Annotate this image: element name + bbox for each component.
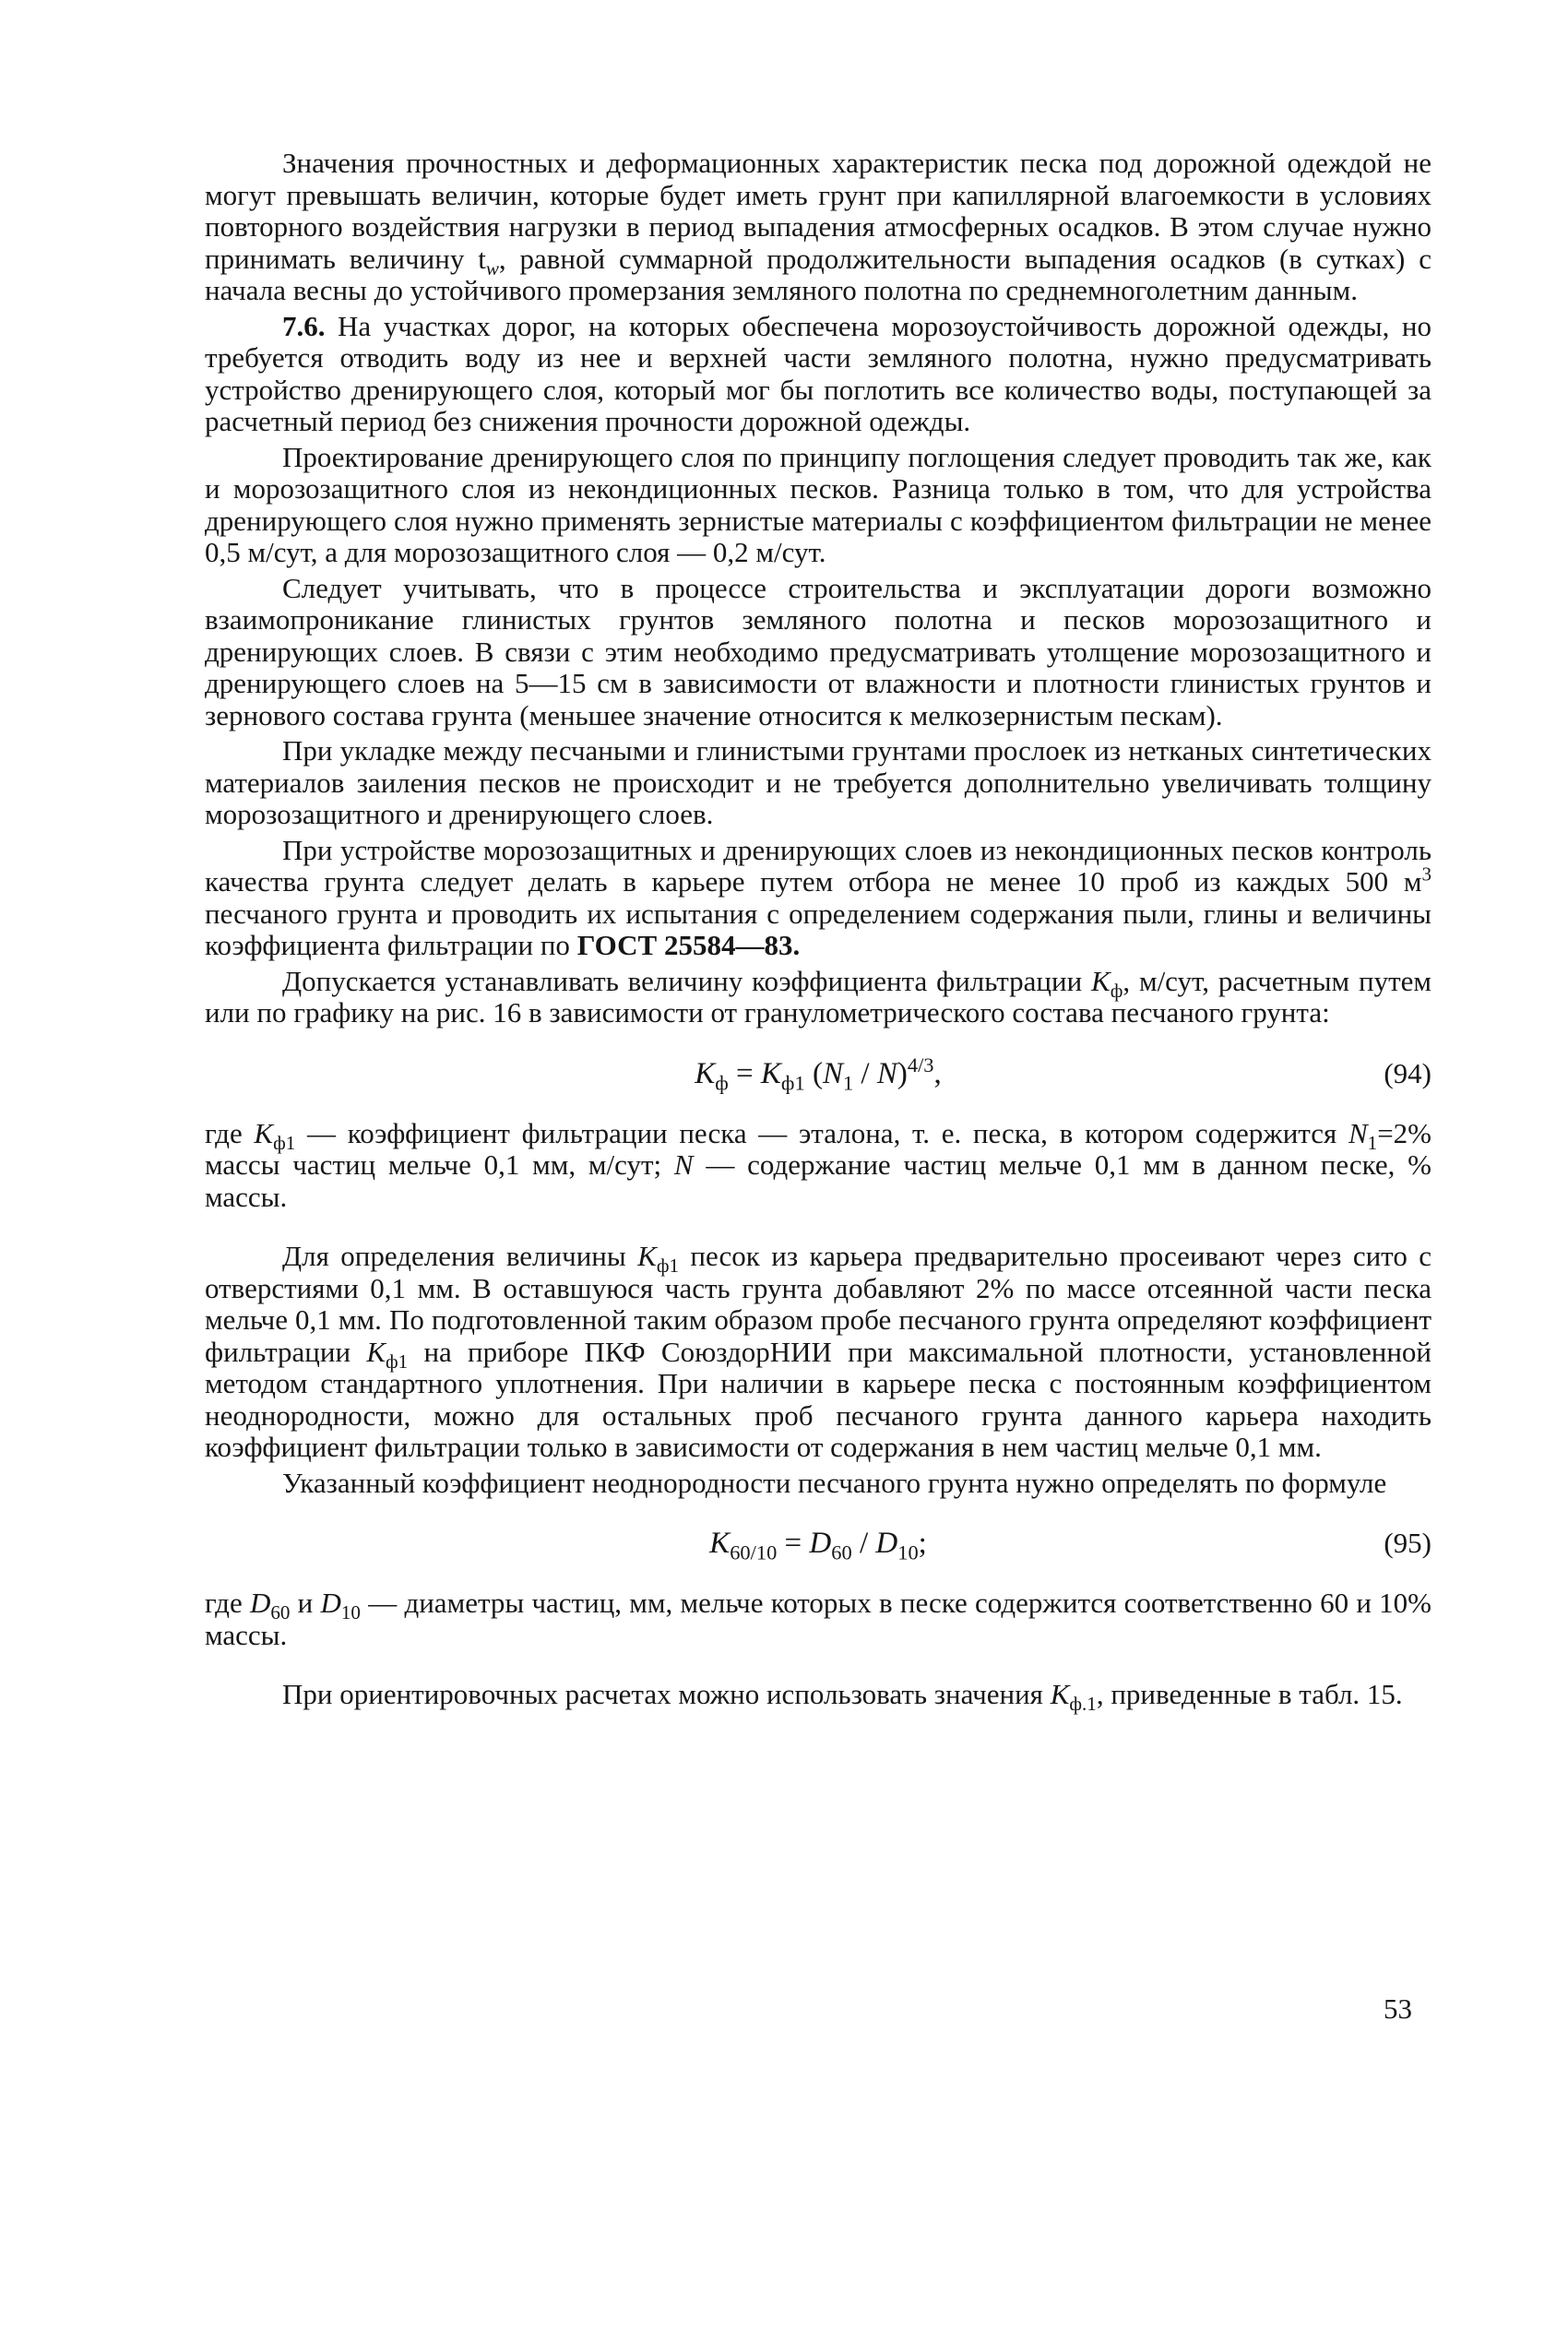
paragraph-text: где <box>205 1587 250 1619</box>
paragraph-drainage-design: Проектирование дренирующего слоя по принципу поглощения следует проводить так же, как и морозозащитного слоя из некондиционных песков. Разница только в том, что для устройства дренирующего слоя нужно применять зернистые материалы с коэффициентом фильтрации не менее 0,5 м/сут, а для морозозащитного слоя — 0,2 м/сут. <box>205 440 1431 568</box>
equation-95-expression <box>205 1527 1431 1564</box>
paragraph-eq94-legend <box>205 1118 1431 1214</box>
eq-subscript: 60/10 <box>730 1540 778 1564</box>
paragraph-text-tail: — содержание частиц мельче 0,1 мм в данном песке, % массы. <box>205 1148 1431 1213</box>
paragraph-filtration-coefficient <box>205 966 1431 1029</box>
subscript-1: 1 <box>1367 1131 1378 1154</box>
eq-equals: = <box>777 1527 810 1560</box>
gost-reference: ГОСТ 25584—83. <box>576 929 801 961</box>
eq-slash: / <box>853 1056 877 1090</box>
eq-symbol-d10: D <box>875 1527 898 1560</box>
paragraph-quality-control <box>205 835 1431 962</box>
paragraph-text: Для определения величины <box>282 1240 638 1272</box>
paragraph-table-reference <box>205 1678 1431 1716</box>
equation-95 <box>205 1510 1431 1576</box>
paragraph-section-7-6 <box>205 311 1431 438</box>
paragraph-text-tail: песчаного грунта и проводить их испытания с определением содержания пыли, глины и величины коэффициента фильтрации по <box>205 897 1431 961</box>
subscript-60: 60 <box>270 1601 291 1624</box>
eq-paren: ( <box>804 1056 823 1090</box>
paragraph-text-tail: , приведенные в табл. 15. <box>1096 1678 1403 1710</box>
superscript-3: 3 <box>1421 862 1431 886</box>
paragraph-text-tail: , равной суммарной продолжительности выпадения осадков (в сутках) с начала весны до устойчивого промерзания земляного полотна по среднемноголетним данным. <box>205 242 1431 306</box>
variable-k: K <box>1091 964 1111 997</box>
paragraph-text: песок из карьера предварительно просеивают через сито с отверстиями 0,1 мм. В оставшуюся часть грунта добавляют 2% по массе отсеянной части песка мельче 0,1 мм. По подготовленной таким образом пробе песчаного грунта определяют коэффициент фильтрации <box>205 1240 1431 1368</box>
eq-symbol-k1: K <box>760 1056 781 1090</box>
paragraph-text: Значения прочностных и деформационных характеристик песка под дорожной одеждой не могут превышать величин, которые будет иметь грунт при капиллярной влагоемкости в условиях повторного воздействия нагрузки в период выпадения атмосферных осадков. В этом случае нужно принимать величину t <box>205 147 1431 275</box>
subscript-f1: ф1 <box>386 1350 409 1373</box>
paragraph-text: На участках дорог, на которых обеспечена морозоустойчивость дорожной одежды, но требуется отводить воду из нее и верхней части земляного полотна, нужно предусматривать устройство дренирующего слоя, который мог бы поглотить все количество воды, поступающей за расчетный период без снижения прочности дорожной одежды. <box>205 309 1431 437</box>
eq-semicolon: ; <box>918 1527 927 1560</box>
variable-k: K <box>254 1116 274 1149</box>
eq-paren: ) <box>897 1056 908 1090</box>
subscript-f1: ф1 <box>656 1255 680 1278</box>
variable-n: N <box>673 1148 694 1181</box>
paragraph-strength-values <box>205 148 1431 307</box>
paragraph-text: Допускается устанавливать величину коэффициента фильтрации <box>282 964 1092 997</box>
eq-symbol-k: K <box>695 1056 716 1090</box>
eq-symbol-n1: N <box>822 1056 843 1090</box>
equation-number: (95) <box>1384 1527 1431 1559</box>
subscript-10: 10 <box>340 1601 361 1624</box>
subscript-f1: ф.1 <box>1069 1693 1097 1716</box>
paragraph-interpenetration: Следует учитывать, что в процессе строительства и эксплуатации дороги возможно взаимопроникание глинистых грунтов земляного полотна и песков морозозащитного и дренирующих слоев. В связи с этим необходимо предусматривать утолщение морозозащитного и дренирующего слоев на 5—15 см в зависимости от влажности и плотности глинистых грунтов и зернового состава грунта (меньшее значение относится к мелкозернистым пескам). <box>205 571 1431 731</box>
equation-94-expression <box>205 1053 1431 1095</box>
equation-94 <box>205 1041 1431 1107</box>
eq-subscript: ф1 <box>780 1071 805 1095</box>
paragraph-text-tail: , м/сут, расчетным путем или по графику на рис. 16 в зависимости от гранулометрического состава песчаного грунта: <box>205 964 1431 1029</box>
eq-equals: = <box>728 1056 761 1090</box>
paragraph-text: =2% массы частиц мельче 0,1 мм, м/сут; <box>205 1116 1431 1181</box>
variable-d: D <box>249 1587 271 1619</box>
paragraph-sieving-method <box>205 1241 1431 1464</box>
eq-subscript: 1 <box>842 1071 854 1095</box>
eq-symbol-k: K <box>709 1527 731 1560</box>
variable-k: K <box>1050 1678 1070 1710</box>
variable-n: N <box>1348 1116 1368 1149</box>
paragraph-text: — коэффициент фильтрации песка — эталона, т. е. песка, в котором содержится <box>295 1116 1348 1149</box>
eq-symbol-d60: D <box>809 1527 832 1560</box>
paragraph-text: где <box>205 1116 255 1149</box>
eq-power: 4/3 <box>907 1053 934 1076</box>
paragraph-text: При ориентировочных расчетах можно использовать значения <box>282 1678 1051 1710</box>
eq-comma: , <box>933 1056 942 1090</box>
paragraph-text-tail: — диаметры частиц, мм, мельче которых в песке содержится соответственно 60 и 10% массы. <box>205 1587 1432 1651</box>
paragraph-text: и <box>290 1587 321 1619</box>
eq-subscript: 10 <box>897 1540 919 1564</box>
page-body <box>205 147 1432 1716</box>
paragraph-heterogeneity: Указанный коэффициент неоднородности песчаного грунта нужно определять по формуле <box>282 1466 1387 1499</box>
variable-t <box>485 243 499 279</box>
eq-symbol-n: N <box>876 1056 897 1090</box>
variable-k: K <box>637 1240 657 1272</box>
page-number: 53 <box>1384 1992 1412 2025</box>
subscript-f1: ф1 <box>273 1131 296 1154</box>
equation-number: (94) <box>1384 1056 1431 1089</box>
variable-d: D <box>320 1587 341 1619</box>
variable-k: K <box>366 1335 386 1368</box>
subscript-f: ф <box>1110 979 1123 1002</box>
eq-subscript: 60 <box>831 1540 852 1564</box>
eq-slash: / <box>851 1527 876 1560</box>
paragraph-geotextile: При укладке между песчаными и глинистыми грунтами прослоек из нетканых синтетических материалов заиления песков не происходит и не требуется дополнительно увеличивать толщину морозозащитного и дренирующего слоев. <box>205 734 1431 830</box>
subscript-w: w <box>485 256 499 279</box>
section-number: 7.6. <box>282 309 326 342</box>
paragraph-text-tail: на приборе ПКФ СоюздорНИИ при максимальной плотности, установленной методом стандартного уплотнения. При наличии в карьере песка с постоянным коэффициентом неоднородности, можно для остальных проб песчаного грунта данного карьера находить коэффициент фильтрации только в зависимости от содержания в нем частиц мельче 0,1 мм. <box>205 1335 1432 1463</box>
paragraph-eq95-legend <box>205 1588 1431 1651</box>
eq-subscript: ф <box>715 1071 729 1095</box>
paragraph-text: При устройстве морозозащитных и дренирующих слоев из некондиционных песков контроль качества грунта следует делать в карьере путем отбора не менее 10 проб из каждых 500 м <box>205 833 1431 898</box>
